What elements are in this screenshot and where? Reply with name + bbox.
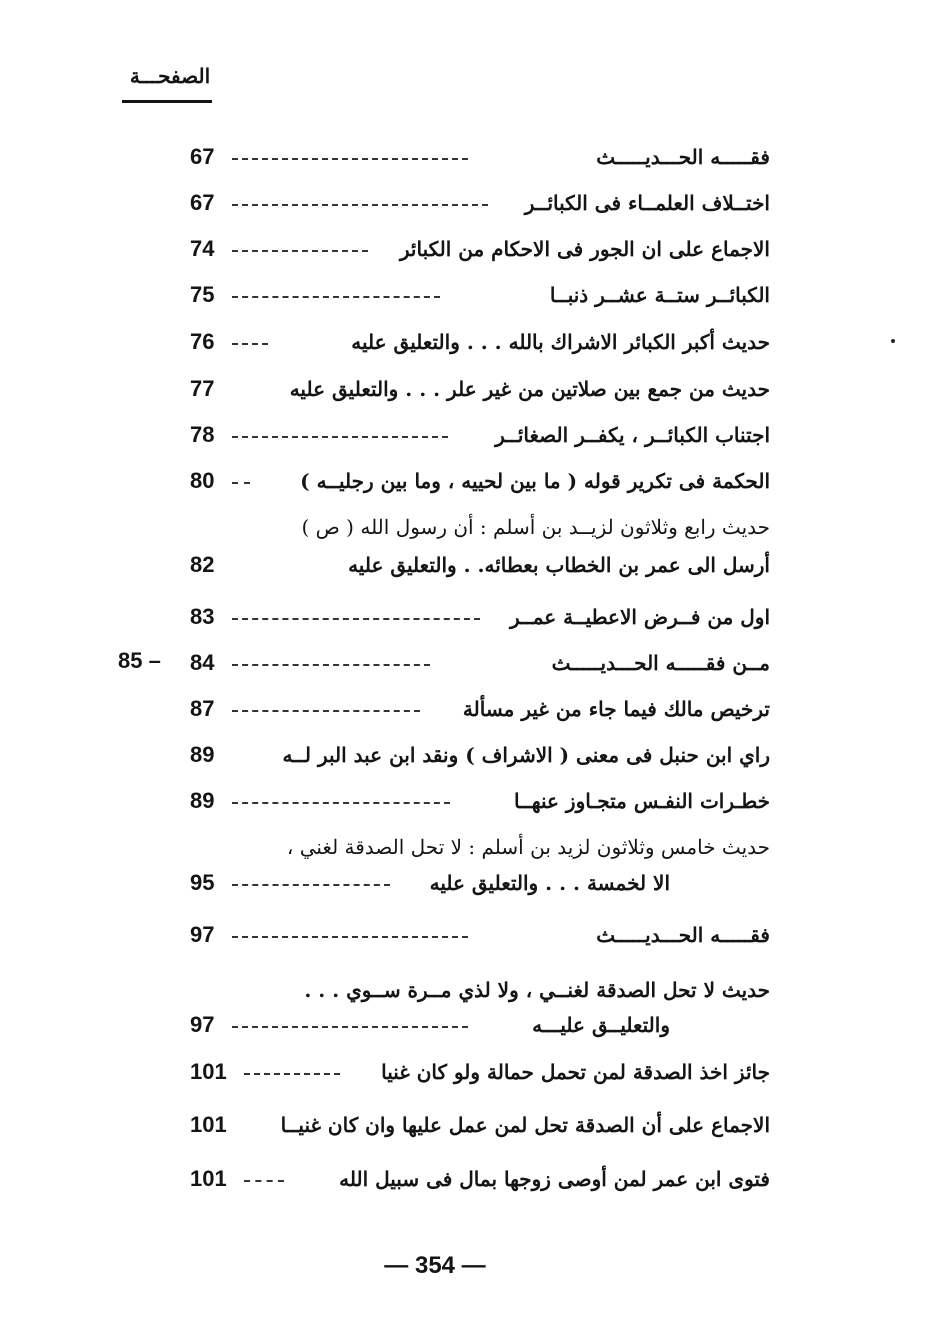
toc-entry-line [190, 973, 770, 1007]
toc-entry-title: والتعليــق عليـــه [532, 1013, 670, 1037]
toc-entry-title: حديث رابع وثلاثون لزيــد بن أسلم : أن رسول الله ( ص ) [301, 515, 770, 539]
dot-leader [232, 802, 450, 804]
toc-entry [190, 464, 770, 498]
dot-leader [232, 884, 390, 886]
dot-leader [232, 618, 480, 620]
dot-leader [232, 250, 368, 252]
dot-leader [232, 936, 468, 938]
toc-page-number: 76 [190, 329, 215, 354]
toc-page-number: 74 [190, 236, 215, 261]
toc-entry-title: راي ابن حنبل فى معنى ( الاشراف ) ونقد ابن عبد البر لــه [282, 743, 770, 767]
toc-page-number: 67 [190, 144, 215, 169]
toc-entry-title: خطـرات النفـس متجـاوز عنهــا [513, 789, 770, 813]
toc-page-number: 87 [190, 696, 215, 721]
toc-entry-line [190, 830, 770, 864]
dot-leader [232, 204, 488, 206]
toc-entry [190, 372, 770, 406]
toc-page-number: 82 [190, 552, 215, 577]
toc-entry [190, 692, 770, 726]
toc-entry-title: حديث أكبر الكبائر الاشراك بالله . . . والتعليق عليه [351, 330, 770, 354]
toc-page-number: 97 [190, 1012, 215, 1037]
toc-entry-title: حديث خامس وثلاثون لزيد بن أسلم : لا تحل الصدقة لغني ، [286, 835, 770, 859]
toc-entry-continuation [190, 548, 770, 582]
toc-entry [190, 325, 770, 359]
toc-entry-title: الاجماع على ان الجور فى الاحكام من الكبائر [399, 237, 770, 261]
toc-page-number: 83 [190, 604, 215, 629]
page-number: — 354 — [384, 1252, 486, 1279]
toc-entry-line [190, 510, 770, 544]
dot-leader [232, 436, 448, 438]
toc-entry-title: اجتناب الكبائــر ، يكفــر الصغائــر [495, 423, 770, 447]
toc-page-number: 77 [190, 376, 215, 401]
toc-entry-title: اختــلاف العلمــاء فى الكبائــر [524, 191, 770, 215]
toc-page-number: 101 [190, 1166, 227, 1191]
dot-leader [232, 296, 440, 298]
toc-entry [190, 1162, 770, 1196]
toc-entry [190, 140, 770, 174]
dot-leader [232, 664, 430, 666]
toc-page-number: 75 [190, 282, 215, 307]
speck-mark [891, 339, 895, 343]
toc-page-number: 67 [190, 190, 215, 215]
toc-entry [190, 600, 770, 634]
dot-leader [244, 1073, 340, 1075]
toc-entry [190, 186, 770, 220]
toc-entry-title: حديث من جمع بين صلاتين من غير علر . . . والتعليق عليه [289, 377, 770, 401]
toc-entry-title: الاجماع على أن الصدقة تحل لمن عمل عليها وان كان غنيــا [280, 1113, 770, 1137]
toc-entry-title: الكبائــر ستــة عشــر ذنبــا [549, 283, 770, 307]
toc-entry-title: مــن فقـــــه الحـــديـــــث [551, 651, 770, 675]
toc-page-number: 80 [190, 468, 215, 493]
toc-entry-title: ترخيص مالك فيما جاء من غير مسألة [462, 697, 770, 721]
toc-entry-continuation [190, 866, 770, 900]
toc-entry [190, 1055, 770, 1089]
toc-page-number: 97 [190, 922, 215, 947]
toc-entry-title: حديث لا تحل الصدقة لغنــي ، ولا لذي مــرة ســوي . . . [304, 978, 770, 1002]
toc-page-number: 101 [190, 1112, 227, 1137]
toc-entry-continuation [190, 1008, 770, 1042]
toc-entry [190, 418, 770, 452]
dot-leader [232, 710, 420, 712]
dot-leader [232, 1026, 468, 1028]
toc-entry-title: فقـــــه الحـــديـــــث [596, 145, 770, 169]
dot-leader [232, 482, 250, 484]
header-underline [122, 100, 212, 103]
toc-entry-title: أرسل الى عمر بن الخطاب بعطائه. . والتعليق عليه [348, 553, 770, 577]
toc-page-number: 101 [190, 1059, 227, 1084]
toc-entry [190, 1108, 770, 1142]
toc-entry [190, 784, 770, 818]
toc-entry [190, 918, 770, 952]
column-header-page: الصفحـــة [129, 64, 211, 88]
toc-entry [190, 646, 770, 680]
toc-entry-title: فقـــــه الحـــديـــــث [596, 923, 770, 947]
toc-entry [190, 738, 770, 772]
toc-page-range-end: 85 – [118, 648, 161, 673]
toc-entry-title: جائز اخذ الصدقة لمن تحمل حمالة ولو كان غنيا [381, 1060, 770, 1084]
toc-page-number: 84 [190, 650, 215, 675]
toc-entry [190, 232, 770, 266]
toc-entry-title: فتوى ابن عمر لمن أوصى زوجها بمال فى سبيل الله [339, 1167, 770, 1191]
toc-entry-title: الا لخمسة . . . والتعليق عليه [429, 871, 670, 895]
toc-entry-title: اول من فــرض الاعطيــة عمــر [509, 605, 770, 629]
dot-leader [244, 1180, 284, 1182]
toc-entry-title: الحكمة فى تكرير قوله ( ما بين لحييه ، وما بين رجليــه ) [300, 469, 770, 493]
dot-leader [232, 343, 268, 345]
dot-leader [232, 158, 468, 160]
toc-page-number: 95 [190, 870, 215, 895]
toc-page-number: 78 [190, 422, 215, 447]
toc-page-number: 89 [190, 788, 215, 813]
toc-entry [190, 278, 770, 312]
toc-page-number: 89 [190, 742, 215, 767]
